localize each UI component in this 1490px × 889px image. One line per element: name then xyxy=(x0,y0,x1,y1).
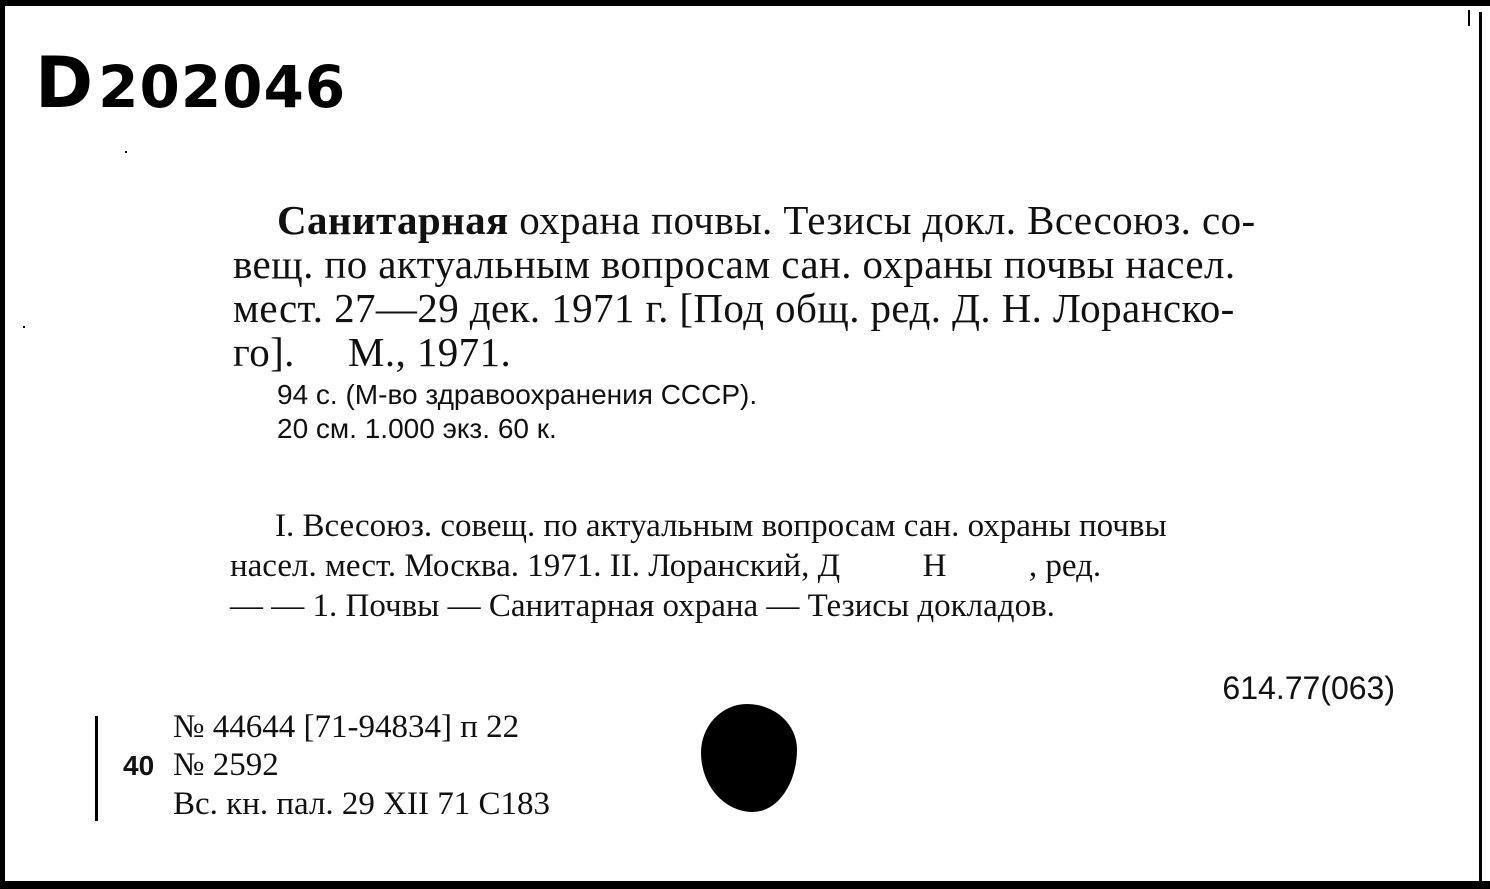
tracing-line-1: I. Всесоюз. совещ. по актуальным вопросам сан. охраны почвы xyxy=(275,508,1167,544)
entry-line-3: мест. 27—29 дек. 1971 г. [Под общ. ред. Д. Н. Лоранско- xyxy=(233,285,1235,331)
bibliographic-entry xyxy=(233,198,1403,446)
accession-digits: 202046 xyxy=(98,53,347,121)
accession-prefix: D xyxy=(35,42,95,124)
accession-number xyxy=(35,42,346,124)
dust-speck xyxy=(125,151,127,153)
registration-footer xyxy=(123,708,550,823)
entry-title-bold: Санитарная xyxy=(277,197,509,243)
footer-line-1: № 44644 [71-94834] п 22 xyxy=(173,709,520,745)
collation-size-price: 20 см. 1.000 экз. 60 к. xyxy=(277,413,557,444)
card-edge-mark xyxy=(1468,10,1470,26)
footer-line-1-row xyxy=(123,708,550,746)
collation-pages: 94 с. (М-во здравоохранения СССР). xyxy=(277,379,758,410)
footer-line-2-row xyxy=(123,746,550,785)
udc-classification: 614.77(063) xyxy=(1222,670,1395,706)
punch-hole-mark xyxy=(701,704,797,812)
footer-line-3-row xyxy=(123,785,550,823)
tracing-line-3: — — 1. Почвы — Санитарная охрана — Тезисы докладов. xyxy=(230,588,1055,624)
tracings-block xyxy=(230,506,1405,626)
margin-bracket xyxy=(95,716,98,821)
footer-line-3: Вс. кн. пал. 29 XII 71 С183 xyxy=(173,786,550,822)
footer-line-2: № 2592 xyxy=(173,747,279,783)
entry-title-rest: охрана почвы. Тезисы докл. Всесоюз. со- xyxy=(508,197,1256,243)
tracing-line-2: насел. мест. Москва. 1971. II. Лоранский, Д Н , ред. xyxy=(230,548,1102,584)
entry-line-4: го]. М., 1971. xyxy=(233,329,512,375)
entry-line-2: вещ. по актуальным вопросам сан. охраны почвы насел. xyxy=(233,241,1236,287)
card-right-edge xyxy=(1479,12,1482,884)
entry-title-line xyxy=(233,198,1403,242)
dust-speck xyxy=(23,326,25,328)
footer-label-40: 40 xyxy=(123,750,155,781)
